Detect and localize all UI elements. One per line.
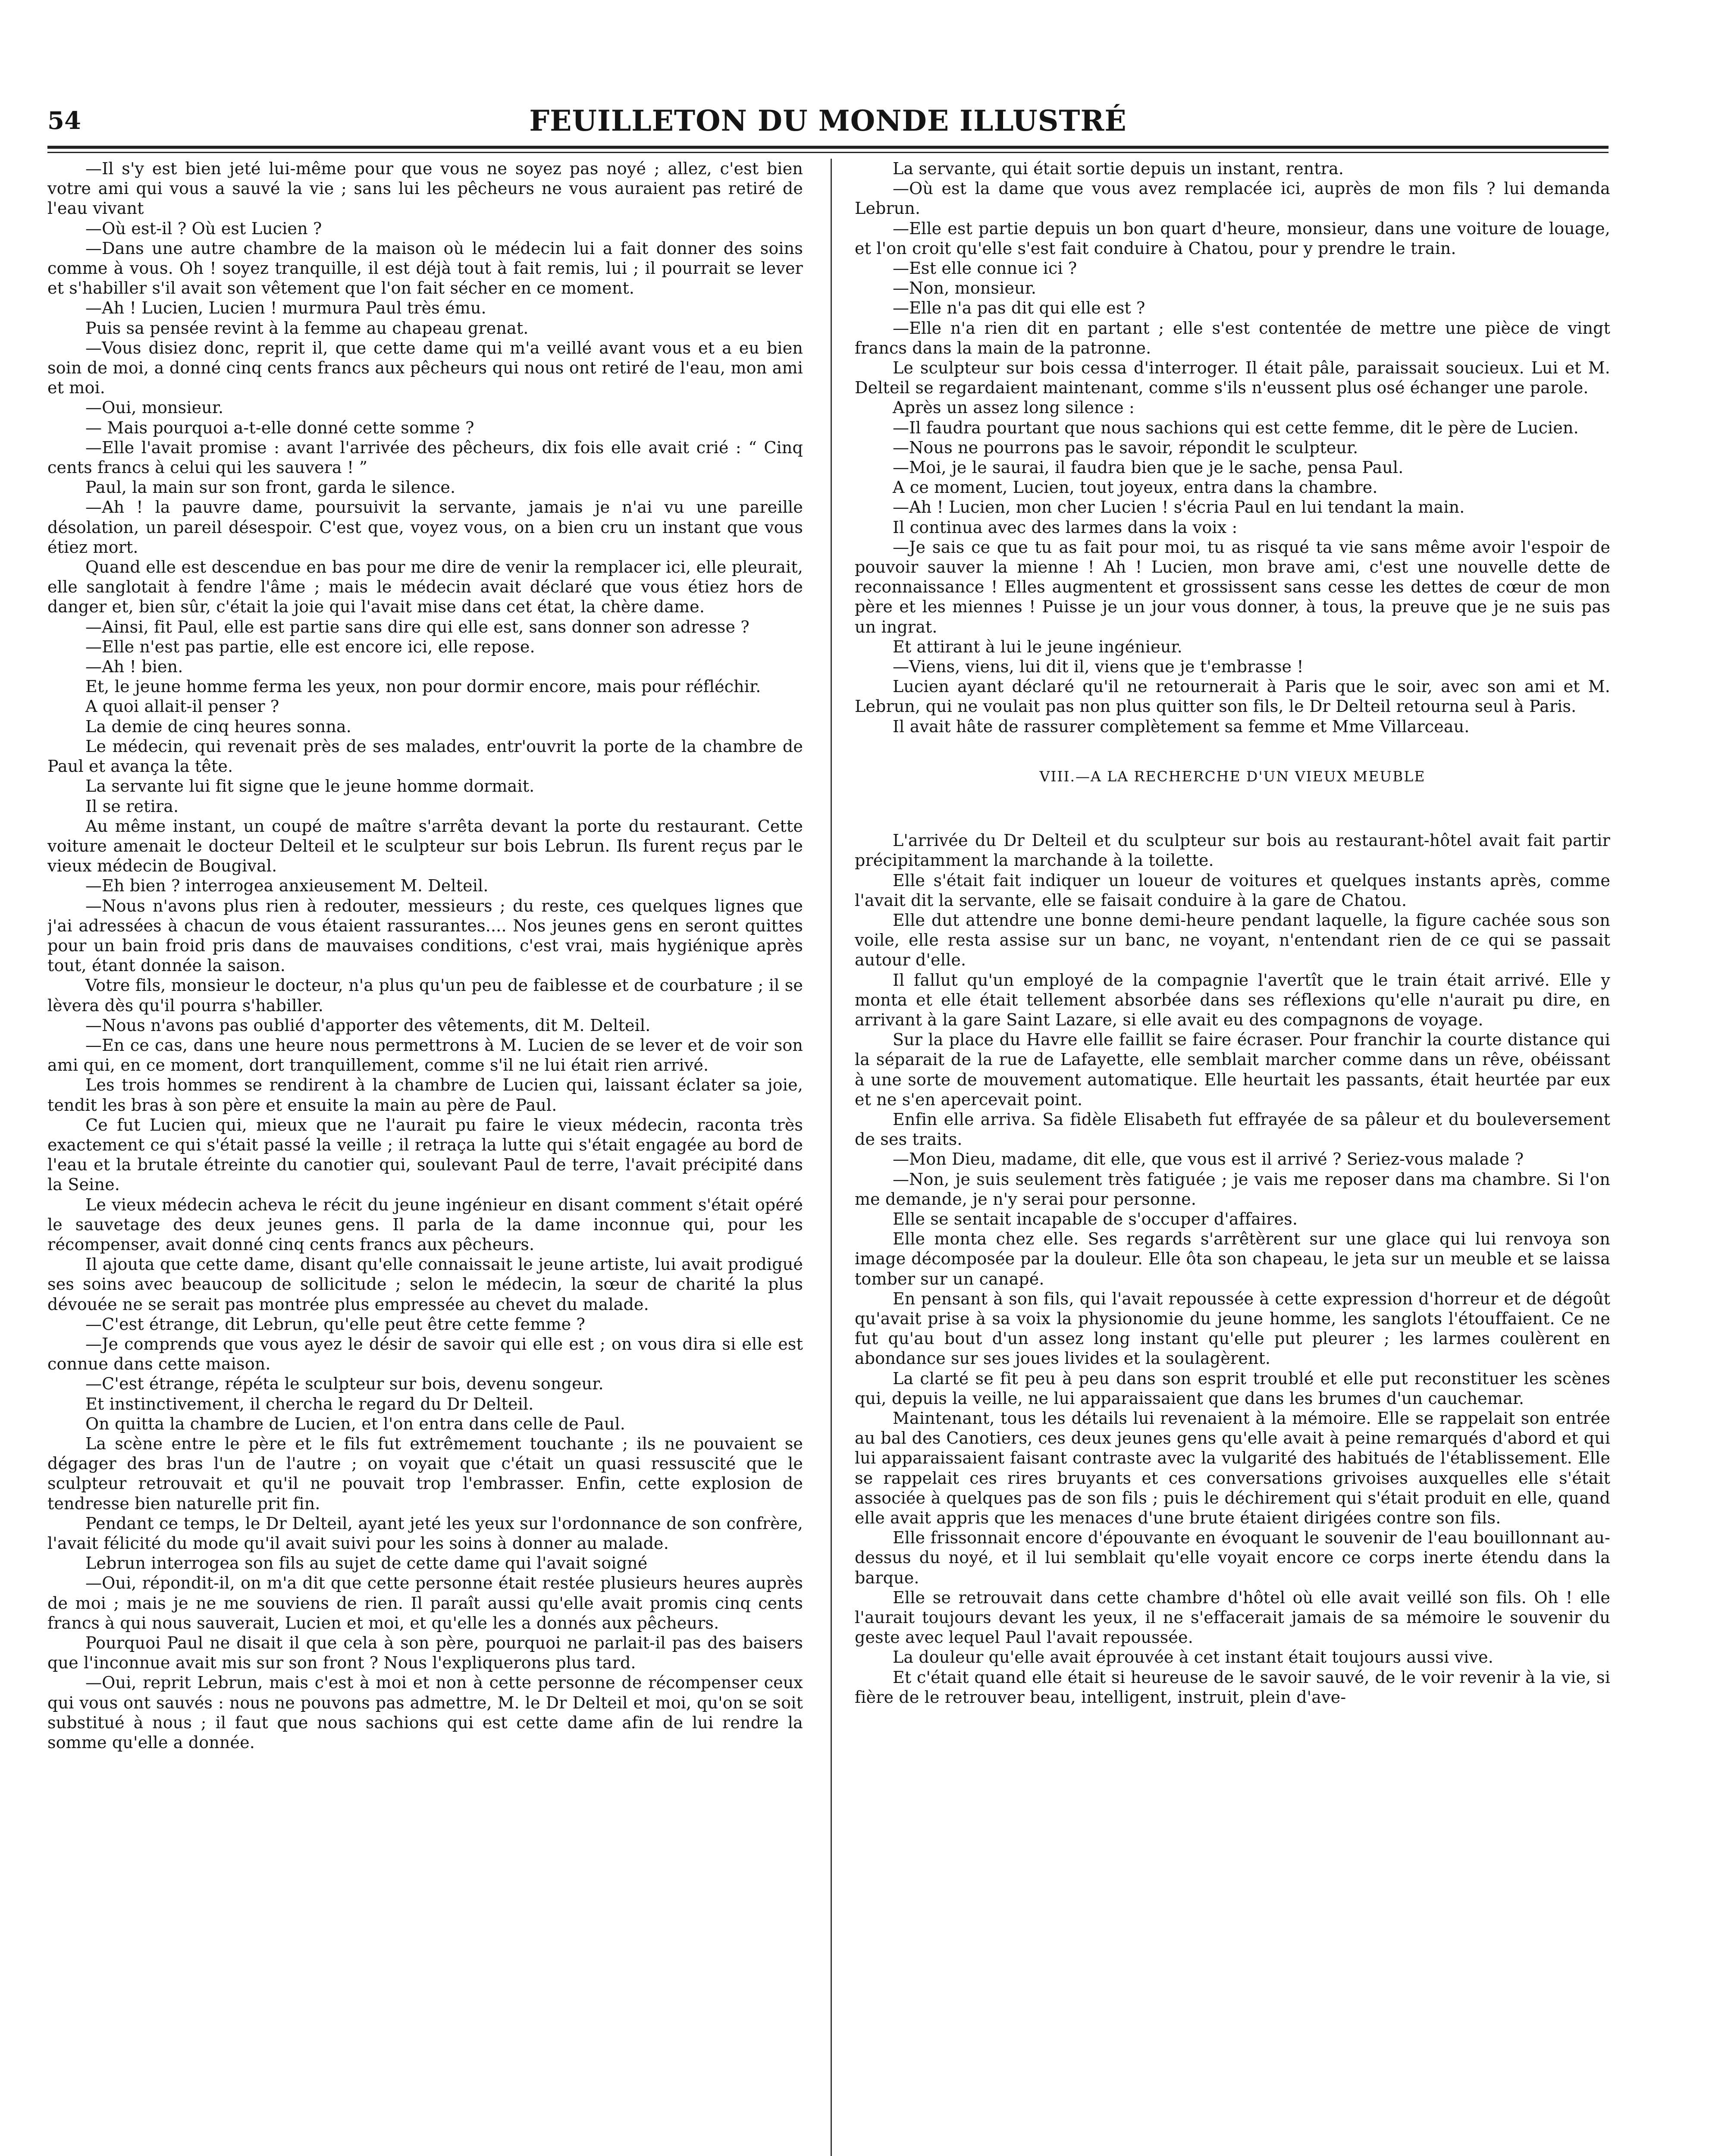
paragraph: On quitta la chambre de Lucien, et l'on entra dans celle de Paul. <box>85 1414 626 1433</box>
paragraph: —Mon Dieu, madame, dit elle, que vous est il arrivé ? Seriez-vous malade ? <box>893 1150 1524 1169</box>
paragraph: —Elle n'a rien dit en partant ; elle s'est contentée de mettre une pièce de vingt francs dans la main de la patronne. <box>855 318 1610 357</box>
paragraph: —Il s'y est bien jeté lui-même pour que vous ne soyez pas noyé ; allez, c'est bien votre ami qui vous a sauvé la vie ; sans lui les pêcheurs ne vous auraient pas retiré de l'eau vivant <box>47 159 803 218</box>
paragraph: —Elle n'est pas partie, elle est encore ici, elle repose. <box>85 637 535 656</box>
paragraph: Votre fils, monsieur le docteur, n'a plus qu'un peu de faiblesse et de courbature ; il se lèvera dès qu'il pourra s'habiller. <box>47 976 803 1015</box>
paragraph: Le sculpteur sur bois cessa d'interroger. Il était pâle, paraissait soucieux. Lui et M. Delteil se regardaient maintenant, comme s'ils n'eussent plus osé échanger une parole. <box>855 358 1610 398</box>
paragraph: Et, le jeune homme ferma les yeux, non pour dormir encore, mais pour réfléchir. <box>85 677 761 696</box>
right-column <box>855 159 1610 2156</box>
paragraph: —Viens, viens, lui dit il, viens que je t'embrasse ! <box>893 657 1304 677</box>
paragraph: —Nous n'avons pas oublié d'apporter des vêtements, dit M. Delteil. <box>85 1015 651 1035</box>
paragraph: Maintenant, tous les détails lui revenaient à la mémoire. Elle se rappelait son entrée au bal des Canotiers, ces deux jeunes gens qu'elle avait à peine remarqués d'abord et qui lui apparaissaient faisant contraste avec la vulgarité des habitués de l'établissement. Elle se rappelait ces rires bruyants et ces conversations grivoises auxquelles elle s'était associée à quelques pas de son fils ; puis le déchirement qui s'était produit en elle, quand elle avait appris que les menaces d'une brute étaient dirigées contre son fils. <box>855 1408 1610 1527</box>
paragraph: —Où est-il ? Où est Lucien ? <box>85 219 322 238</box>
paragraph: Pendant ce temps, le Dr Delteil, ayant jeté les yeux sur l'ordonnance de son confrère, l'avait félicité du mode qu'il avait suivi pour les soins à donner au malade. <box>47 1514 803 1553</box>
paragraph: —Eh bien ? interrogea anxieusement M. Delteil. <box>85 876 489 896</box>
paragraph: —Nous n'avons plus rien à redouter, messieurs ; du reste, ces quelques lignes que j'ai adressées à chacun de vous étaient rassurantes.... Nos jeunes gens en seront quittes pour un bain froid pris dans de mauvaises conditions, c'est vrai, mais hygiénique après tout, étant donnée la saison. <box>47 896 803 975</box>
paragraph: —Non, je suis seulement très fatiguée ; je vais me reposer dans ma chambre. Si l'on me demande, je n'y serai pour personne. <box>855 1169 1610 1209</box>
paragraph: Elle se retrouvait dans cette chambre d'hôtel où elle avait veillé son fils. Oh ! elle l'aurait toujours devant les yeux, il ne s'effacerait jamais de sa mémoire le souvenir du geste avec lequel Paul l'avait repoussée. <box>855 1588 1610 1647</box>
paragraph: —Ainsi, fit Paul, elle est partie sans dire qui elle est, sans donner son adresse ? <box>85 617 749 636</box>
paragraph: —Oui, monsieur. <box>85 398 224 417</box>
chapter-heading: VIII.—A LA RECHERCHE D'UN VIEUX MEUBLE <box>1039 768 1426 785</box>
paragraph: A quoi allait-il penser ? <box>85 697 279 716</box>
paragraph: La servante, qui était sortie depuis un instant, rentra. <box>893 159 1344 178</box>
paragraph: Sur la place du Havre elle faillit se faire écraser. Pour franchir la courte distance qui la séparait de la rue de Lafayette, elle semblait marcher comme dans un rêve, obéissant à une sorte de mouvement automatique. Elle heurtait les passants, était heurtée par eux et ne s'en apercevait point. <box>855 1030 1610 1109</box>
paragraph: Il avait hâte de rassurer complètement sa femme et Mme Villarceau. <box>893 717 1470 736</box>
paragraph: Paul, la main sur son front, garda le silence. <box>85 478 456 497</box>
paragraph: —Elle l'avait promise : avant l'arrivée des pêcheurs, dix fois elle avait crié : “ Cinq cents francs à celui qui les sauvera ! ” <box>47 438 803 477</box>
paragraph: Elle s'était fait indiquer un loueur de voitures et quelques instants après, comme l'avait dit la servante, elle se faisait conduire à la gare de Chatou. <box>855 871 1610 910</box>
paragraph: —Oui, répondit-il, on m'a dit que cette personne était restée plusieurs heures auprès de moi ; mais je ne me souviens de rien. Il paraît aussi qu'elle avait promis cinq cents francs à qui nous sauverait, Lucien et moi, et qu'elle les a donnés aux pêcheurs. <box>47 1573 803 1633</box>
paragraph: Enfin elle arriva. Sa fidèle Elisabeth fut effrayée de sa pâleur et du bouleversement de ses traits. <box>855 1109 1610 1149</box>
paragraph: Puis sa pensée revint à la femme au chapeau grenat. <box>85 318 529 338</box>
paragraph: —Non, monsieur. <box>893 279 1037 298</box>
paragraph: Au même instant, un coupé de maître s'arrêta devant la porte du restaurant. Cette voiture amenait le docteur Delteil et le sculpteur sur bois Lebrun. Ils furent reçus par le vieux médecin de Bougival. <box>47 816 803 876</box>
paragraph: —Vous disiez donc, reprit il, que cette dame qui m'a veillé avant vous et a eu bien soin de moi, a donné cinq cents francs aux pêcheurs qui nous ont retiré de l'eau, mon ami et moi. <box>47 338 803 398</box>
paragraph: — Mais pourquoi a-t-elle donné cette somme ? <box>85 418 474 437</box>
paragraph: —Elle n'a pas dit qui elle est ? <box>893 298 1145 318</box>
header-rule-thin <box>47 152 1609 153</box>
paragraph: Quand elle est descendue en bas pour me dire de venir la remplacer ici, elle pleurait, elle sanglotait à fendre l'âme ; mais le médecin avait déclaré que vous étiez hors de danger et, bien sûr, c'était la joie qui l'avait mise dans cet état, la chère dame. <box>47 558 803 617</box>
journal-title: FEUILLETON DU MONDE ILLUSTRÉ <box>529 104 1127 138</box>
paragraph: Elle monta chez elle. Ses regards s'arrêtèrent sur une glace qui lui renvoya son image décomposée par la douleur. Elle ôta son chapeau, le jeta sur un meuble et se laissa tomber sur un canapé. <box>855 1229 1610 1288</box>
paragraph: —Elle est partie depuis un bon quart d'heure, monsieur, dans une voiture de louage, et l'on croit qu'elle s'est fait conduire à Chatou, pour y prendre le train. <box>855 219 1610 258</box>
paragraph: —Où est la dame que vous avez remplacée ici, auprès de mon fils ? lui demanda Lebrun. <box>855 179 1610 218</box>
paragraph: —Dans une autre chambre de la maison où le médecin lui a fait donner des soins comme à vous. Oh ! soyez tranquille, il est déjà tout à fait remis, lui ; il pourrait se lever et s'habiller s'il avait son vêtement que l'on fait sécher en ce moment. <box>47 238 803 298</box>
paragraph: —Je sais ce que tu as fait pour moi, tu as risqué ta vie sans même avoir l'espoir de pouvoir sauver la mienne ! Ah ! Lucien, mon brave ami, c'est une nouvelle dette de reconnaissance ! Elles augmentent et grossissent sans cesse les dettes de cœur de mon père et les miennes ! Puisse je un jour vous donner, à tous, la preuve que je ne suis pas un ingrat. <box>855 537 1610 636</box>
paragraph: Elle dut attendre une bonne demi-heure pendant laquelle, la figure cachée sous son voile, elle resta assise sur un banc, ne voyant, n'entendant rien de ce qui se passait autour d'elle. <box>855 910 1610 970</box>
paragraph: —Il faudra pourtant que nous sachions qui est cette femme, dit le père de Lucien. <box>893 418 1579 437</box>
paragraph: Il continua avec des larmes dans la voix : <box>893 517 1238 537</box>
paragraph: Ce fut Lucien qui, mieux que ne l'aurait pu faire le vieux médecin, raconta très exactement ce qui s'était passé la veille ; il retraça la lutte qui s'était engagée au bord de l'eau et la brutale étreinte du canotier qui, soulevant Paul de terre, l'avait précipité dans la Seine. <box>47 1115 803 1194</box>
paragraph: En pensant à son fils, qui l'avait repoussée à cette expression d'horreur et de dégoût qu'avait prise à sa voix la physionomie du jeune homme, les sanglots l'étouffaient. Ce ne fut qu'au bout d'un assez long instant qu'elle put pleurer ; les larmes coulèrent en abondance sur ses joues livides et la soulagèrent. <box>855 1289 1610 1368</box>
paragraph: Le vieux médecin acheva le récit du jeune ingénieur en disant comment s'était opéré le sauvetage des deux jeunes gens. Il parla de la dame inconnue qui, pour les récompenser, avait donné cinq cents francs aux pêcheurs. <box>47 1195 803 1254</box>
paragraph: A ce moment, Lucien, tout joyeux, entra dans la chambre. <box>893 478 1378 497</box>
paragraph: Elle frissonnait encore d'épouvante en évoquant le souvenir de l'eau bouillonnant au-dessus du noyé, et il lui semblait qu'elle voyait encore ce corps inerte étendu dans la barque. <box>855 1528 1610 1587</box>
paragraph: Elle se sentait incapable de s'occuper d'affaires. <box>893 1209 1298 1228</box>
page-number: 54 <box>47 107 81 135</box>
left-column <box>47 159 803 2156</box>
paragraph: —Oui, reprit Lebrun, mais c'est à moi et non à cette personne de récompenser ceux qui vous ont sauvés : nous ne pouvons pas admettre, M. le Dr Delteil et moi, qu'on se soit substitué à nous ; il faut que nous sachions qui est cette dame afin de lui rendre la somme qu'elle a donnée. <box>47 1673 803 1752</box>
paragraph: —Moi, je le saurai, il faudra bien que je le sache, pensa Paul. <box>893 458 1404 477</box>
paragraph: Et instinctivement, il chercha le regard du Dr Delteil. <box>85 1394 534 1413</box>
paragraph: Lucien ayant déclaré qu'il ne retournerait à Paris que le soir, avec son ami et M. Lebrun, qui ne voulait pas non plus quitter son fils, le Dr Delteil retourna seul à Paris. <box>855 677 1610 716</box>
paragraph: —En ce cas, dans une heure nous permettrons à M. Lucien de se lever et de voir son ami qui, en ce moment, dort tranquillement, comme s'il ne lui était rien arrivé. <box>47 1035 803 1075</box>
paragraph: Il ajouta que cette dame, disant qu'elle connaissait le jeune artiste, lui avait prodigué ses soins avec beaucoup de sollicitude ; selon le médecin, la sœur de charité la plus dévouée ne se serait pas montrée plus empressée au chevet du malade. <box>47 1255 803 1314</box>
paragraph: La scène entre le père et le fils fut extrêmement touchante ; ils ne pouvaient se dégager des bras l'un de l'autre ; on voyait que c'était un quasi ressuscité que le sculpteur retrouvait et qu'il ne pouvait trop l'embrasser. Enfin, cette explosion de tendresse bien naturelle prit fin. <box>47 1434 803 1513</box>
paragraph: Il se retira. <box>85 796 179 816</box>
paragraph: Le médecin, qui revenait près de ses malades, entr'ouvrit la porte de la chambre de Paul et avança la tête. <box>47 736 803 776</box>
paragraph: Lebrun interrogea son fils au sujet de cette dame qui l'avait soigné <box>85 1554 648 1573</box>
paragraph: Après un assez long silence : <box>893 398 1135 417</box>
paragraph: —Ah ! Lucien, Lucien ! murmura Paul très ému. <box>85 298 486 318</box>
paragraph: L'arrivée du Dr Delteil et du sculpteur sur bois au restaurant-hôtel avait fait partir précipitamment la marchande à la toilette. <box>855 831 1610 870</box>
paragraph: —Ah ! bien. <box>85 657 183 677</box>
paragraph: La servante lui fit signe que le jeune homme dormait. <box>85 777 535 796</box>
paragraph: —C'est étrange, répéta le sculpteur sur bois, devenu songeur. <box>85 1374 604 1394</box>
right-column-section-1 <box>855 159 1610 736</box>
paragraph: La demie de cinq heures sonna. <box>85 717 351 736</box>
paragraph: —C'est étrange, dit Lebrun, qu'elle peut être cette femme ? <box>85 1314 586 1334</box>
paragraph: —Je comprends que vous ayez le désir de savoir qui elle est ; on vous dira si elle est connue dans cette maison. <box>47 1334 803 1374</box>
paragraph: Il fallut qu'un employé de la compagnie l'avertît que le train était arrivé. Elle y monta et elle était tellement absorbée dans ses réflexions qu'elle n'aurait pu dire, en arrivant à la gare Saint Lazare, si elle avait eu des compagnons de voyage. <box>855 970 1610 1029</box>
paragraph: —Ah ! Lucien, mon cher Lucien ! s'écria Paul en lui tendant la main. <box>893 498 1465 517</box>
paragraph: La douleur qu'elle avait éprouvée à cet instant était toujours aussi vive. <box>893 1648 1494 1667</box>
paragraph: La clarté se fit peu à peu dans son esprit troublé et elle put reconstituer les scènes qui, depuis la veille, ne lui apparaissaient que dans les brumes d'un cauchemar. <box>855 1369 1610 1408</box>
paragraph: Pourquoi Paul ne disait il que cela à son père, pourquoi ne parlait-il pas des baisers que l'inconnue avait mis sur son front ? Nous l'expliquerons plus tard. <box>47 1633 803 1673</box>
paragraph: Les trois hommes se rendirent à la chambre de Lucien qui, laissant éclater sa joie, tendit les bras à son père et ensuite la main au père de Paul. <box>47 1075 803 1115</box>
running-head <box>47 99 1609 147</box>
paragraph: Et c'était quand elle était si heureuse de le savoir sauvé, de le voir revenir à la vie, si fière de le retrouver beau, intelligent, instruit, plein d'ave- <box>855 1667 1610 1707</box>
header-rule-thick <box>47 146 1609 149</box>
column-divider <box>831 159 832 2156</box>
paragraph: —Ah ! la pauvre dame, poursuivit la servante, jamais je n'ai vu une pareille désolation, un pareil désespoir. C'est que, voyez vous, on a bien cru un instant que vous étiez mort. <box>47 498 803 557</box>
paragraph: Et attirant à lui le jeune ingénieur. <box>893 637 1182 656</box>
right-column-section-2 <box>855 830 1610 1707</box>
paragraph: —Nous ne pourrons pas le savoir, répondit le sculpteur. <box>893 438 1358 457</box>
paragraph: —Est elle connue ici ? <box>893 259 1077 278</box>
